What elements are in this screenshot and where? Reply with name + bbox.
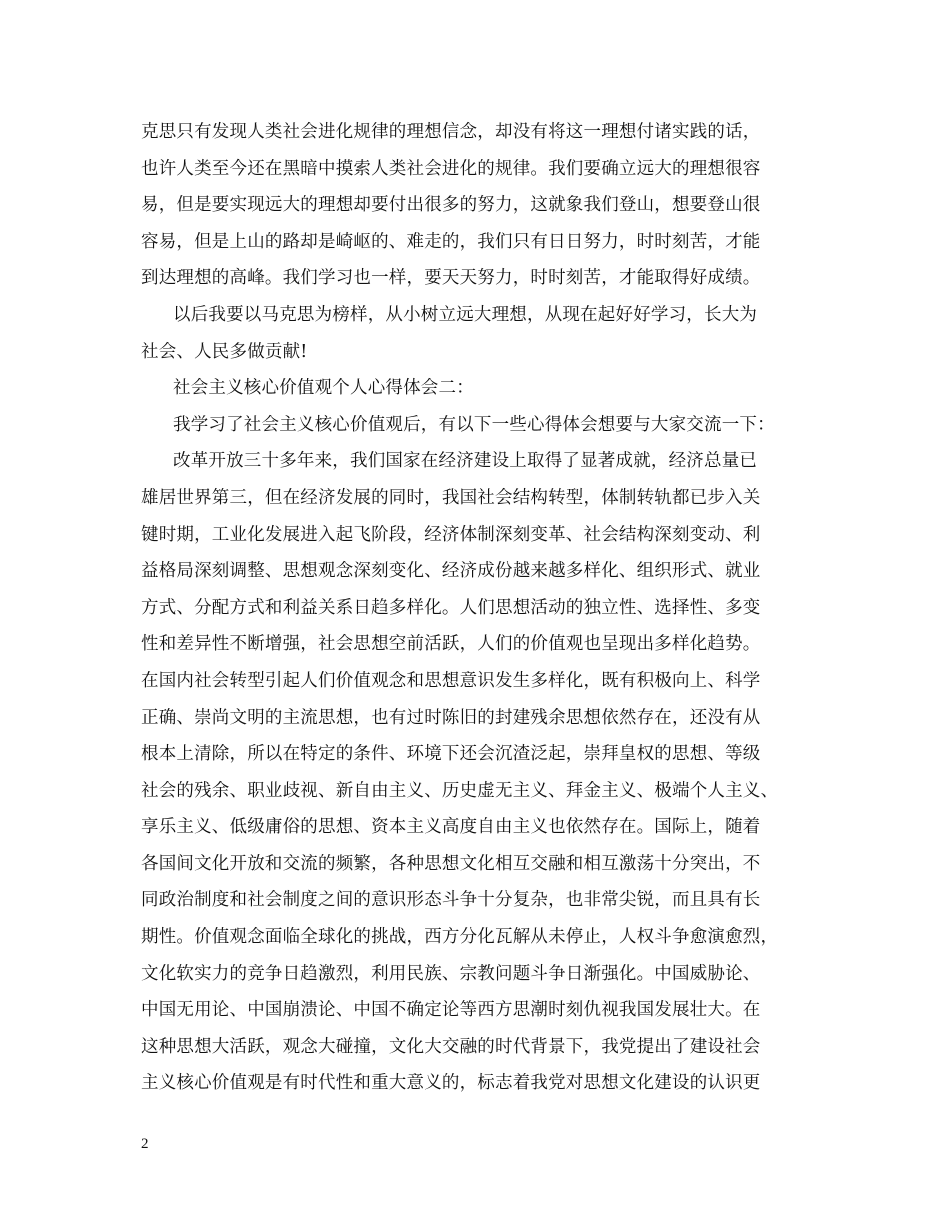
text-line: 主义核心价值观是有时代性和重大意义的，标志着我党对思想文化建设的认识更 <box>141 1073 761 1094</box>
text-line: 我学习了社会主义核心价值观后，有以下一些心得体会想要与大家交流一下： <box>173 414 775 435</box>
text-line: 键时期，工业化发展进入起飞阶段，经济体制深刻变革、社会结构深刻变动、利 <box>141 524 761 545</box>
text-line: 期性。价值观念面临全球化的挑战，西方分化瓦解从未停止，人权斗争愈演愈烈， <box>141 927 779 948</box>
text-line: 各国间文化开放和交流的频繁，各种思想文化相互交融和相互激荡十分突出，不 <box>141 853 761 874</box>
text-line: 同政治制度和社会制度之间的意识形态斗争十分复杂，也非常尖锐，而且具有长 <box>141 890 761 911</box>
text-line: 社会的残余、职业歧视、新自由主义、历史虚无主义、拜金主义、极端个人主义、 <box>141 780 779 801</box>
text-line: 方式、分配方式和利益关系日趋多样化。人们思想活动的独立性、选择性、多变 <box>141 597 761 618</box>
text-line: 文化软实力的竞争日趋激烈，利用民族、宗教问题斗争日渐强化。中国威胁论、 <box>141 963 761 984</box>
text-line: 到达理想的高峰。我们学习也一样，要天天努力，时时刻苦，才能取得好成绩。 <box>141 268 761 289</box>
text-line: 正确、崇尚文明的主流思想，也有过时陈旧的封建残余思想依然存在，还没有从 <box>141 707 761 728</box>
text-line: 益格局深刻调整、思想观念深刻变化、经济成份越来越多样化、组织形式、就业 <box>141 561 761 582</box>
text-line: 容易，但是上山的路却是崎岖的、难走的，我们只有日日努力，时时刻苦，才能 <box>141 231 761 252</box>
text-line: 根本上清除，所以在特定的条件、环境下还会沉渣泛起，崇拜皇权的思想、等级 <box>141 744 761 765</box>
text-line: 易，但是要实现远大的理想却要付出很多的努力，这就象我们登山，想要登山很 <box>141 195 761 216</box>
page-number: 2 <box>141 1136 149 1152</box>
text-line: 在国内社会转型引起人们价值观念和思想意识发生多样化，既有积极向上、科学 <box>141 670 761 691</box>
document-body <box>141 114 813 1102</box>
text-line: 也许人类至今还在黑暗中摸索人类社会进化的规律。我们要确立远大的理想很容 <box>141 158 761 179</box>
text-line: 雄居世界第三，但在经济发展的同时，我国社会结构转型，体制转轨都已步入关 <box>141 487 761 508</box>
text-line: 社会主义核心价值观个人心得体会二： <box>173 378 474 399</box>
text-line: 以后我要以马克思为榜样，从小树立远大理想，从现在起好好学习，长大为 <box>173 304 758 325</box>
text-line: 性和差异性不断增强，社会思想空前活跃，人们的价值观也呈现出多样化趋势。 <box>141 634 761 655</box>
text-line: 中国无用论、中国崩溃论、中国不确定论等西方思潮时刻仇视我国发展壮大。在 <box>141 1000 761 1021</box>
text-line: 社会、人民多做贡献! <box>141 341 308 362</box>
text-line: 改革开放三十多年来，我们国家在经济建设上取得了显著成就，经济总量已 <box>173 451 758 472</box>
text-line: 享乐主义、低级庸俗的思想、资本主义高度自由主义也依然存在。国际上，随着 <box>141 817 761 838</box>
text-line: 克思只有发现人类社会进化规律的理想信念，却没有将这一理想付诸实践的话， <box>141 122 761 142</box>
text-line: 这种思想大活跃，观念大碰撞，文化大交融的时代背景下，我党提出了建设社会 <box>141 1036 761 1057</box>
